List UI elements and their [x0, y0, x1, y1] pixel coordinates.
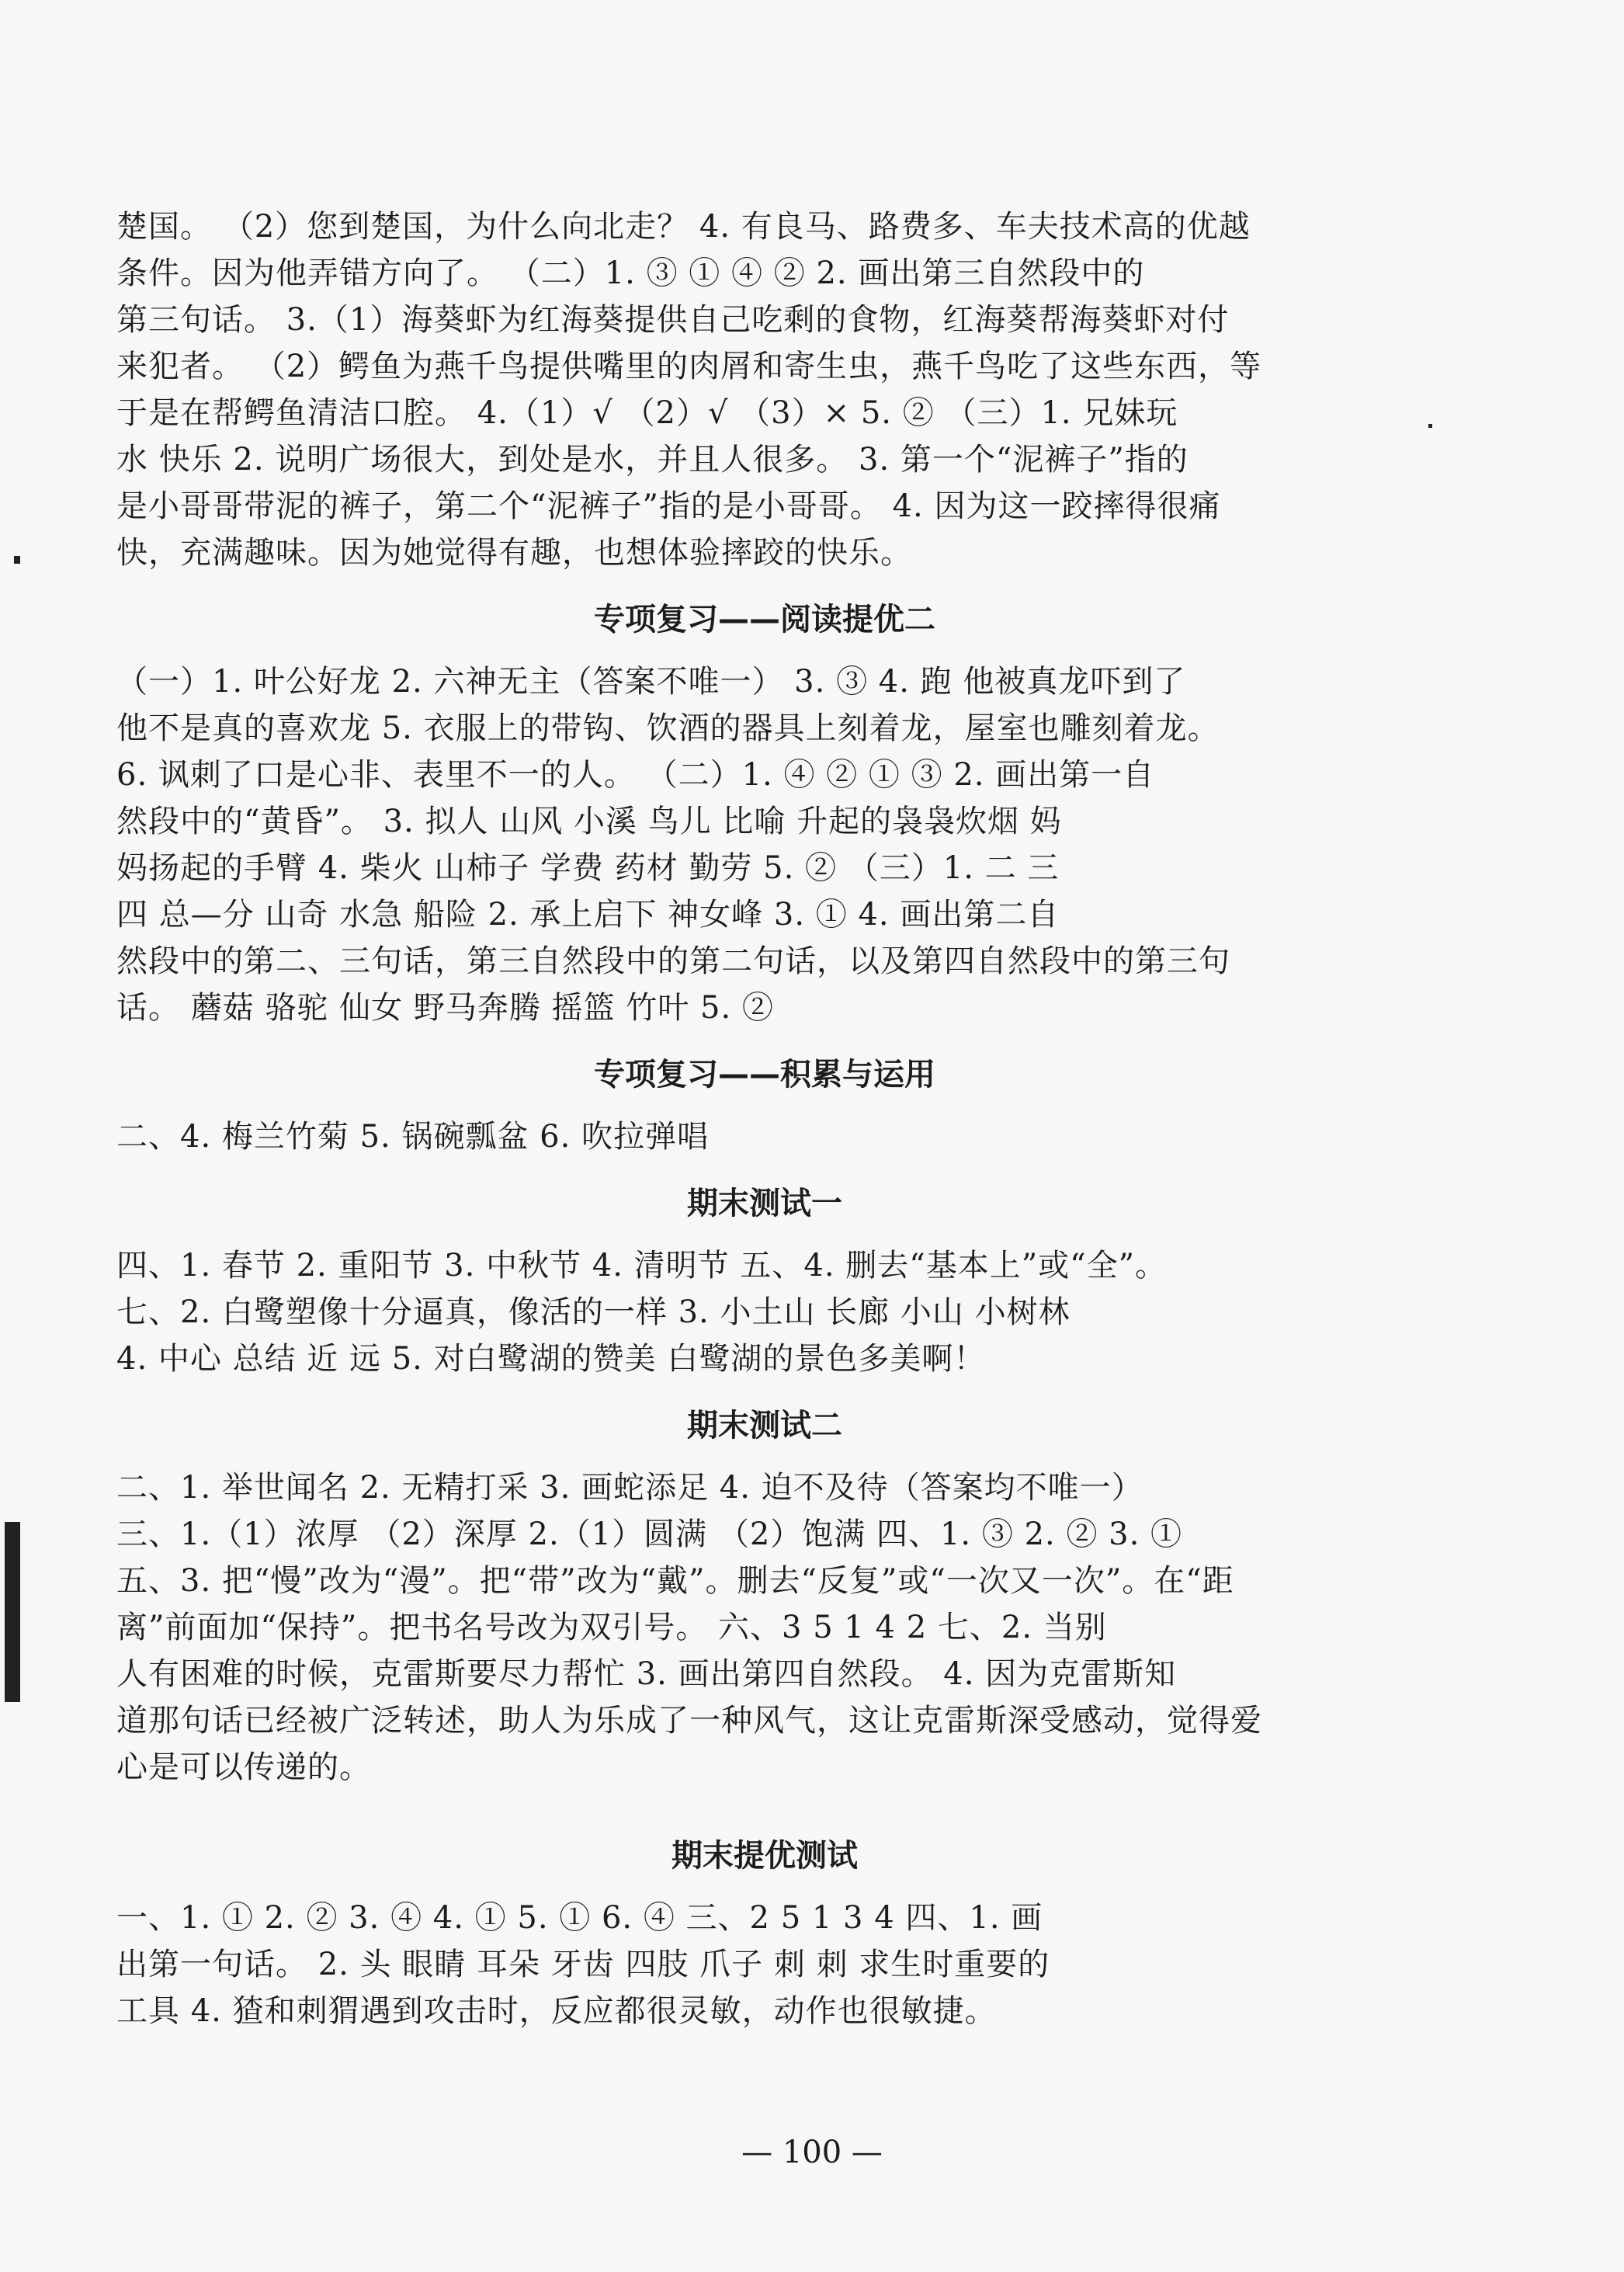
section-title-final-2: 期末测试二 — [687, 1408, 842, 1443]
text-line: 然段中的“黄昏”。 3. 拟人 山风 小溪 鸟儿 比喻 升起的袅袅炊烟 妈 — [116, 804, 1062, 839]
section-title-accumulation: 专项复习——积累与运用 — [594, 1057, 935, 1093]
text-line: 一、1. ① 2. ② 3. ④ 4. ① 5. ① 6. ④ 三、2 5 1 3 4 四、1. 画 — [116, 1900, 1043, 1936]
text-line: 人有困难的时候，克雷斯要尽力帮忙 3. 画出第四自然段。 4. 因为克雷斯知 — [116, 1656, 1177, 1692]
text-line: 妈扬起的手臂 4. 柴火 山柿子 学费 药材 勤劳 5. ② （三）1. 二 三 — [116, 850, 1060, 886]
scan-dot-mark — [14, 556, 20, 564]
section-continued — [116, 203, 1413, 576]
text-line: 快，充满趣味。因为她觉得有趣，也想体验摔跤的快乐。 — [116, 535, 912, 571]
text-line: 道那句话已经被广泛转述，助人为乐成了一种风气，这让克雷斯深受感动，觉得爱 — [116, 1703, 1262, 1739]
text-line: 4. 中心 总结 近 远 5. 对白鹭湖的赞美 白鹭湖的景色多美啊！ — [116, 1341, 986, 1377]
text-line: 心是可以传递的。 — [116, 1749, 371, 1785]
text-line: 6. 讽刺了口是心非、表里不一的人。 （二）1. ④ ② ① ③ 2. 画出第一自 — [116, 757, 1155, 793]
section-final-advanced — [116, 1895, 1413, 2034]
text-line: 于是在帮鳄鱼清洁口腔。 4.（1）√ （2）√ （3）× 5. ② （三）1. 兄妹玩 — [116, 395, 1178, 431]
section-reading-2 — [116, 658, 1413, 1031]
text-line: 离”前面加“保持”。把书名号改为双引号。 六、3 5 1 4 2 七、2. 当别 — [116, 1610, 1107, 1645]
text-line: 工具 4. 猹和刺猬遇到攻击时，反应都很灵敏，动作也很敏捷。 — [116, 1993, 997, 2029]
section-title-final-advanced: 期末提优测试 — [671, 1838, 858, 1874]
text-line: 五、3. 把“慢”改为“漫”。把“带”改为“戴”。删去“反复”或“一次又一次”。在“距 — [116, 1563, 1234, 1599]
text-line: 二、1. 举世闻名 2. 无精打采 3. 画蛇添足 4. 迫不及待（答案均不唯一） — [116, 1470, 1143, 1506]
text-line: 第三句话。 3.（1）海葵虾为红海葵提供自己吃剩的食物，红海葵帮海葵虾对付 — [116, 302, 1230, 338]
answer-content — [116, 203, 1413, 2034]
text-line: 三、1.（1）浓厚 （2）深厚 2.（1）圆满 （2）饱满 四、1. ③ 2. ② 3. ① — [116, 1516, 1183, 1552]
text-line: 条件。因为他弄错方向了。 （二）1. ③ ① ④ ② 2. 画出第三自然段中的 — [116, 255, 1145, 291]
section-title-reading-2: 专项复习——阅读提优二 — [594, 602, 935, 637]
text-line: 出第一句话。 2. 头 眼睛 耳朵 牙齿 四肢 爪子 刺 刺 求生时重要的 — [116, 1947, 1050, 1982]
text-line: （一）1. 叶公好龙 2. 六神无主（答案不唯一） 3. ③ 4. 跑 他被真龙吓到了 — [116, 664, 1186, 700]
scan-dot-mark — [1428, 424, 1432, 428]
section-final-2 — [116, 1464, 1413, 1791]
text-line: 楚国。 （2）您到楚国，为什么向北走？ 4. 有良马、路费多、车夫技术高的优越 — [116, 209, 1251, 245]
text-line: 四 总—分 山奇 水急 船险 2. 承上启下 神女峰 3. ① 4. 画出第二自 — [116, 897, 1060, 933]
text-line: 然段中的第二、三句话，第三自然段中的第二句话，以及第四自然段中的第三句 — [116, 943, 1230, 979]
text-line: 七、2. 白鹭塑像十分逼真，像活的一样 3. 小土山 长廊 小山 小树林 — [116, 1294, 1071, 1330]
scan-binding-mark — [5, 1522, 20, 1702]
text-line: 来犯者。 （2）鳄鱼为燕千鸟提供嘴里的肉屑和寄生虫，燕千鸟吃了这些东西，等 — [116, 349, 1262, 384]
text-line: 他不是真的喜欢龙 5. 衣服上的带钩、饮酒的器具上刻着龙，屋室也雕刻着龙。 — [116, 710, 1220, 746]
text-line: 话。 蘑菇 骆驼 仙女 野马奔腾 摇篮 竹叶 5. ② — [116, 990, 774, 1026]
text-line: 四、1. 春节 2. 重阳节 3. 中秋节 4. 清明节 五、4. 删去“基本上”或“全”。 — [116, 1248, 1168, 1284]
section-final-1 — [116, 1242, 1413, 1382]
page-number: — 100 — — [741, 2135, 883, 2170]
text-line: 二、4. 梅兰竹菊 5. 锅碗瓢盆 6. 吹拉弹唱 — [116, 1119, 710, 1155]
text-line: 水 快乐 2. 说明广场很大，到处是水，并且人很多。 3. 第一个“泥裤子”指的 — [116, 442, 1189, 478]
text-line: 是小哥哥带泥的裤子，第二个“泥裤子”指的是小哥哥。 4. 因为这一跤摔得很痛 — [116, 488, 1221, 524]
section-title-final-1: 期末测试一 — [687, 1186, 842, 1221]
section-accumulation — [116, 1113, 1413, 1160]
